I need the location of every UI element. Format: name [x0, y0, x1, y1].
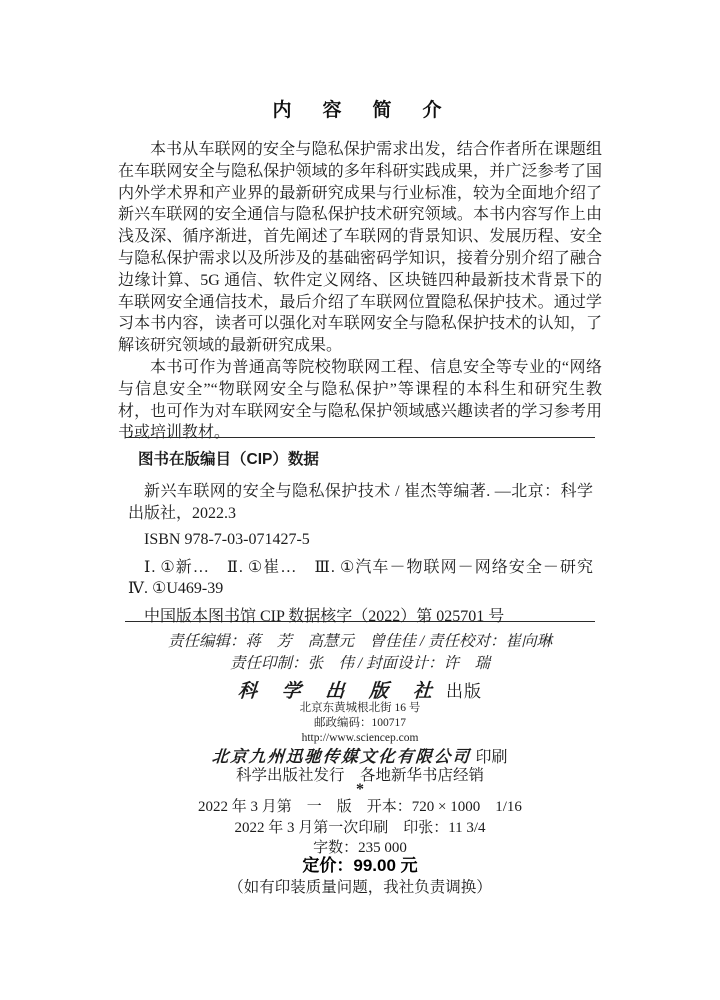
- credits-line-print-design: 责任印制：张 伟 / 封面设计：许 瑞: [229, 655, 491, 672]
- cip-record-number: 中国版本图书馆 CIP 数据核字（2022）第 025701 号: [144, 607, 505, 625]
- cip-isbn: ISBN 978-7-03-071427-5: [144, 531, 310, 548]
- publisher-address-block: [0, 701, 720, 746]
- intro-paragraph-2: 本书可作为普通高等院校物联网工程、信息安全等专业的“网络与信息安全”“物联网安全与隐私保护”等课程的本科生和研究生教材，也可作为对车联网安全与隐私保护领域感兴趣读者的学习参考用书或培训教材。: [118, 358, 602, 442]
- printer-suffix: 印刷: [475, 749, 508, 766]
- page-title: 内 容 简 介: [272, 100, 448, 121]
- price: 定价：99.00 元: [302, 856, 418, 875]
- credits-line-editors: 责任编辑：蒋 芳 高慧元 曾佳佳 / 责任校对：崔向琳: [167, 633, 553, 650]
- edition-line-word-count: 字数：235 000: [313, 840, 407, 856]
- cip-entry: 新兴车联网的安全与隐私保护技术 / 崔杰等编著. —北京：科学出版社，2022.3: [128, 483, 593, 522]
- quality-note: （如有印装质量问题，我社负责调换）: [228, 879, 492, 896]
- publisher-website: http://www.sciencep.com: [301, 732, 419, 744]
- publisher-address: 北京东黄城根北街 16 号: [299, 702, 421, 714]
- content-summary: [118, 139, 602, 444]
- printer-name: 北京九州迅驰传媒文化有限公司: [211, 747, 473, 766]
- cip-data-box: [125, 437, 610, 625]
- edition-line-first-edition: 2022 年 3 月第 一 版 开本：720 × 1000 1/16: [198, 799, 522, 815]
- cip-classification: Ⅰ. ①新… Ⅱ. ①崔… Ⅲ. ①汽车－物联网－网络安全－研究 Ⅳ. ①U469-39: [128, 558, 610, 597]
- edition-info: [0, 797, 720, 859]
- publisher-suffix: 出版: [446, 682, 482, 701]
- publisher-line: [0, 676, 720, 703]
- publisher-name: 科 学 出 版 社: [237, 681, 443, 702]
- separator-star: *: [356, 781, 364, 798]
- publisher-postcode: 邮政编码：100717: [314, 717, 406, 729]
- distribution-line: 科学出版社发行 各地新华书店经销: [235, 767, 484, 784]
- intro-paragraph-1: 本书从车联网的安全与隐私保护需求出发，结合作者所在课题组在车联网安全与隐私保护领域的多年科研实践成果，并广泛参考了国内外学术界和产业界的最新研究成果与行业标准，较为全面地介绍了新兴车联网的安全通信与隐私保护技术研究领域。本书内容写作上由浅及深、循序渐进，首先阐述了车联网的背景知识、发展历程、安全与隐私保护需求以及所涉及的基础密码学知识，接着分别介绍了融合边缘计算、5G 通信、软件定义网络、区块链四种最新技术背景下的车联网安全通信技术，最后介绍了车联网位置隐私保护技术。通过学习本书内容，读者可以强化对车联网安全与隐私保护技术的认知，了解该研究领域的最新研究成果。: [118, 141, 602, 355]
- cip-heading: 图书在版编目（CIP）数据: [138, 451, 319, 468]
- edition-line-first-printing: 2022 年 3 月第一次印刷 印张：11 3/4: [234, 819, 486, 836]
- staff-credits: [0, 631, 720, 675]
